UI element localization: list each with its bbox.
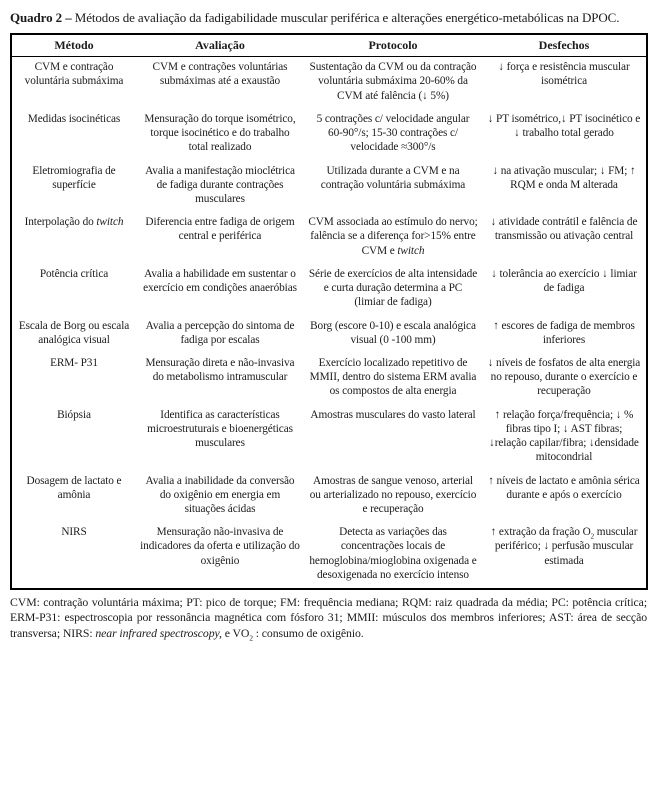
italic-text: twitch xyxy=(397,244,425,257)
table-caption xyxy=(10,10,647,26)
cell-avaliacao: Identifica as características microestruturais e bioenergéticas musculares xyxy=(147,408,293,450)
cell-protocolo: Série de exercícios de alta intensidade e curta duração determina a PC (limiar de fadiga) xyxy=(308,267,478,309)
table-row xyxy=(11,212,647,264)
cell-protocolo: Detecta as variações das concentrações locais de hemoglobina/mioglobina oxigenada e desoxigenada no exercício intenso xyxy=(309,526,477,581)
column-header-protocolo: Protocolo xyxy=(304,34,482,57)
table-row xyxy=(11,471,647,523)
cell-metodo: Escala de Borg ou escala analógica visual xyxy=(18,319,130,346)
table-row xyxy=(11,57,647,109)
subscript-text: 2 xyxy=(249,633,253,643)
subscript-text: 2 xyxy=(590,532,595,541)
table-caption-label: Quadro 2 – xyxy=(10,10,72,25)
cell-protocolo: Exercício localizado repetitivo de MMII, dentro do sistema ERM avalia os compostos de alta energia xyxy=(309,356,477,398)
cell-avaliacao: Avalia a percepção do sintoma de fadiga por escalas xyxy=(145,319,295,346)
column-header-metodo: Método xyxy=(11,34,136,57)
cell-avaliacao: CVM e contrações voluntárias submáximas até a exaustão xyxy=(152,61,288,88)
table-header-row xyxy=(11,34,647,57)
cell-protocolo: Sustentação da CVM ou da contração voluntária submáxima 20-60% da CVM até falência (↓ 5%) xyxy=(309,61,477,102)
cell-protocolo: 5 contrações c/ velocidade angular 60-90°/s; 15-30 contrações c/ velocidade ≈300°/s xyxy=(316,112,470,154)
cell-protocolo: Borg (escore 0-10) e escala analógica visual (0 -100 mm) xyxy=(310,319,476,346)
table-row xyxy=(11,161,647,213)
cell-desfechos: ↓ níveis de fosfatos de alta energia no repouso, durante o exercício e recuperação xyxy=(487,356,641,398)
italic-text: near infrared spectroscopy, xyxy=(95,625,222,640)
table-caption-text: Métodos de avaliação da fadigabilidade muscular periférica e alterações energético-metabólicas na DPOC. xyxy=(74,10,620,25)
cell-avaliacao: Mensuração direta e não-invasiva do metabolismo intramuscular xyxy=(145,356,295,384)
cell-metodo: Medidas isocinéticas xyxy=(27,112,121,125)
column-header-avaliacao: Avaliação xyxy=(136,34,304,57)
table-row xyxy=(11,264,647,316)
cell-desfechos: ↑ níveis de lactato e amônia sérica durante e após o exercício xyxy=(488,474,640,501)
cell-desfechos: ↑ relação força/frequência; ↓ % fibras tipo I; ↓ AST fibras; ↓relação capilar/fibra; ↓densidade mitocondrial xyxy=(489,408,639,464)
cell-avaliacao: Avalia a manifestação mioclétrica de fadiga durante contrações musculares xyxy=(145,164,295,205)
cell-avaliacao: Avalia a habilidade em sustentar o exercício em condições anaeróbias xyxy=(143,267,297,295)
cell-protocolo: CVM associada ao estímulo do nervo; falência se a diferença for>15% entre CVM e twitch xyxy=(308,216,478,257)
cell-protocolo: Amostras de sangue venoso, arterial ou arterializado no repouso, exercício e recuperação xyxy=(309,474,477,515)
cell-avaliacao: Mensuração do torque isométrico, torque isocinético e do trabalho total realizado xyxy=(144,112,296,154)
cell-metodo: NIRS xyxy=(61,526,87,539)
cell-metodo: CVM e contração voluntária submáxima xyxy=(24,61,124,88)
cell-desfechos: ↓ na ativação muscular; ↓ FM; ↑ RQM e onda M alterada xyxy=(492,164,636,191)
cell-avaliacao: Avalia a inabilidade da conversão do oxigênio em energia em situações ácidas xyxy=(145,474,295,515)
table-row xyxy=(11,109,647,161)
table-row xyxy=(11,405,647,471)
italic-text: twitch xyxy=(96,216,124,229)
cell-metodo: Biópsia xyxy=(57,408,91,421)
cell-desfechos: ↑ escores de fadiga de membros inferiores xyxy=(493,319,635,346)
cell-desfechos: ↓ tolerância ao exercício ↓ limiar de fadiga xyxy=(491,267,637,295)
table-row xyxy=(11,316,647,353)
column-header-desfechos: Desfechos xyxy=(482,34,647,57)
cell-avaliacao: Mensuração não-invasiva de indicadores da oferta e utilização do oxigênio xyxy=(140,526,300,567)
cell-desfechos: ↑ extração da fração $O_2$ muscular periférico; ↓ perfusão muscular estimada xyxy=(490,526,638,567)
cell-protocolo: Amostras musculares do vasto lateral xyxy=(310,408,476,421)
cell-avaliacao: Diferencia entre fadiga de origem central e periférica xyxy=(145,216,295,243)
cell-metodo: Dosagem de lactato e amônia xyxy=(26,474,122,501)
cell-metodo: Potência crítica xyxy=(39,267,109,280)
methods-table xyxy=(10,33,648,590)
table-row xyxy=(11,522,647,589)
cell-metodo: Eletromiografia de superfície xyxy=(32,164,116,191)
cell-metodo: ERM- P31 xyxy=(50,356,98,369)
cell-metodo: Interpolação do twitch xyxy=(24,216,124,229)
cell-desfechos: ↓ atividade contrátil e falência de transmissão ou ativação central xyxy=(490,216,638,243)
cell-protocolo: Utilizada durante a CVM e na contração voluntária submáxima xyxy=(320,164,466,191)
table-body xyxy=(11,57,647,589)
cell-desfechos: ↓ força e resistência muscular isométrica xyxy=(498,61,630,88)
footnote: CVM: contração voluntária máxima; PT: pico de torque; FM: frequência mediana; RQM: raiz quadrada da média; PC: potência crítica; ERM-P31: espectroscopia por ressonância magnética com fósforo 31; MMII: músculos dos membros inferiores; AST: área de secção transversa; NIRS: near infrared spectroscopy, e $VO_2$ : consumo de oxigênio. xyxy=(10,595,647,643)
cell-desfechos: ↓ PT isométrico,↓ PT isocinético e ↓ trabalho total gerado xyxy=(487,112,641,140)
table-row xyxy=(11,353,647,405)
